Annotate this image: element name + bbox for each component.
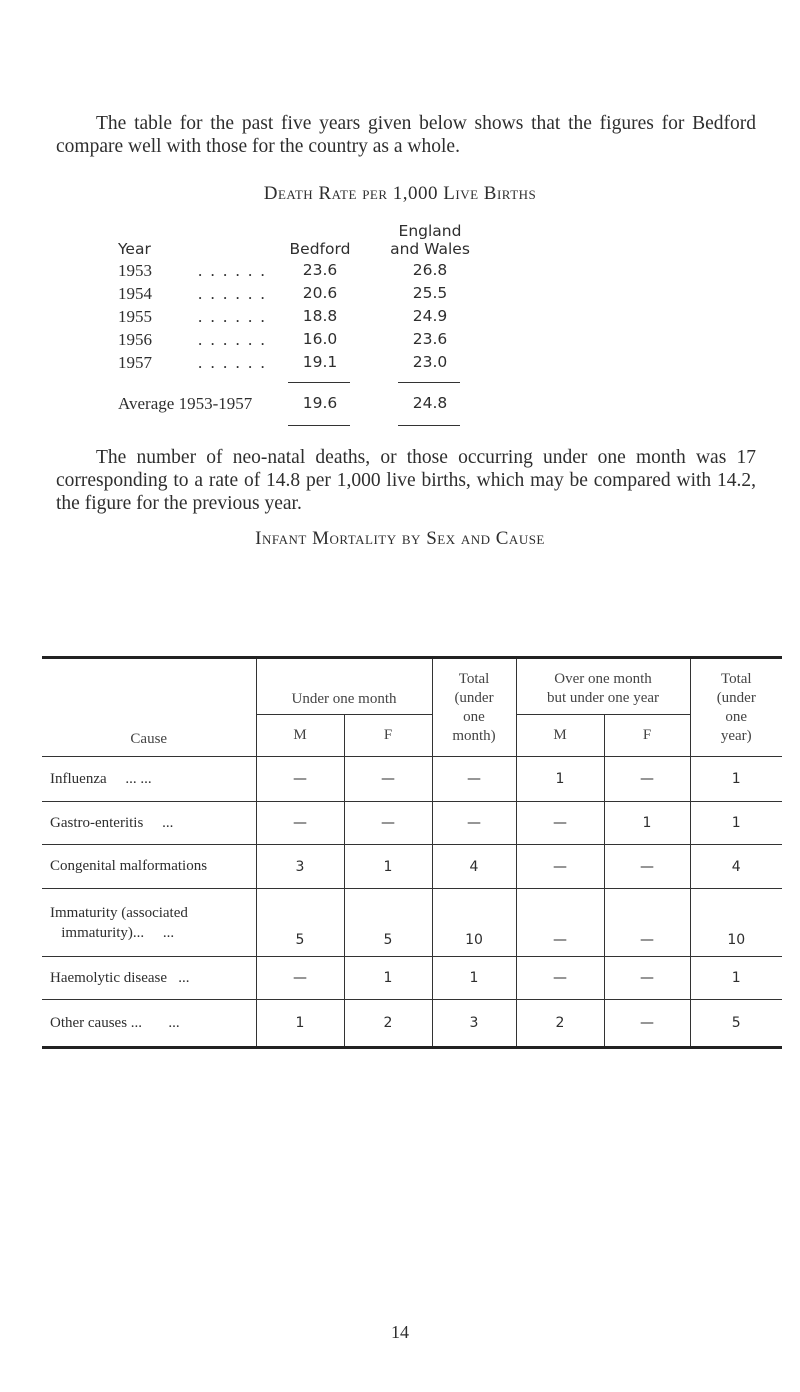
row-year: 1957 bbox=[118, 353, 152, 372]
bedford-rule-top bbox=[288, 382, 350, 383]
cause-dots: ... ... bbox=[125, 770, 152, 787]
cause-label: Immaturity (associated bbox=[50, 904, 188, 921]
row-england: 23.6 bbox=[412, 330, 448, 348]
table-row bbox=[42, 757, 782, 802]
cell-m-under-month: — bbox=[256, 757, 344, 802]
cell-total-under-month: 1 bbox=[432, 957, 516, 1000]
col-england-line2: and Wales bbox=[390, 240, 470, 258]
england-rule-bottom bbox=[398, 425, 460, 426]
intro-paragraph: The table for the past five years given below shows that the figures for Bedford compare well with those for the country as a whole. bbox=[56, 113, 756, 157]
average-england: 24.8 bbox=[412, 394, 448, 412]
cell-m-over-month: — bbox=[516, 957, 604, 1000]
cell-f-over-month: — bbox=[604, 957, 690, 1000]
cell-total-under-month: 10 bbox=[432, 889, 516, 957]
cell-total-under-month: — bbox=[432, 802, 516, 845]
cell-f-under-month: 1 bbox=[344, 957, 432, 1000]
row-england: 24.9 bbox=[412, 307, 448, 325]
cell-f-under-month: — bbox=[344, 802, 432, 845]
row-bedford: 16.0 bbox=[302, 330, 338, 348]
infant-mortality-table bbox=[42, 656, 782, 1049]
cell-total-under-year: 5 bbox=[690, 1000, 782, 1048]
cell-m-under-month: 3 bbox=[256, 845, 344, 889]
table-row bbox=[42, 1000, 782, 1048]
cell-f-over-month: — bbox=[604, 889, 690, 957]
header-over-one-month: Over one month but under one year bbox=[516, 658, 690, 715]
col-year: Year bbox=[118, 240, 151, 258]
row-dots: . . . . . . bbox=[198, 353, 267, 372]
col-bedford: Bedford bbox=[289, 240, 351, 258]
cell-f-over-month: 1 bbox=[604, 802, 690, 845]
header-total-under-month: Total (under one month) bbox=[432, 658, 516, 757]
row-year: 1954 bbox=[118, 284, 152, 303]
header-total-under-year: Total (under one year) bbox=[690, 658, 782, 757]
row-bedford: 23.6 bbox=[302, 261, 338, 279]
infant-mortality-title: Infant Mortality by Sex and Cause bbox=[255, 528, 545, 549]
row-year: 1953 bbox=[118, 261, 152, 280]
col-england-line1: England bbox=[398, 222, 462, 240]
page-number: 14 bbox=[391, 1322, 409, 1342]
row-bedford: 19.1 bbox=[302, 353, 338, 371]
row-dots: . . . . . . bbox=[198, 261, 267, 280]
cell-total-under-month: — bbox=[432, 757, 516, 802]
england-rule-top bbox=[398, 382, 460, 383]
cell-f-over-month: — bbox=[604, 1000, 690, 1048]
cell-m-over-month: 2 bbox=[516, 1000, 604, 1048]
row-england: 23.0 bbox=[412, 353, 448, 371]
cause-label: Gastro-enteritis bbox=[50, 814, 144, 831]
header-f-over-month: F bbox=[604, 715, 690, 757]
table-row bbox=[42, 889, 782, 957]
cell-total-under-year: 1 bbox=[690, 802, 782, 845]
header-m-over-month: M bbox=[516, 715, 604, 757]
cell-m-under-month: 5 bbox=[256, 889, 344, 957]
cause-label: Congenital malformations bbox=[50, 858, 208, 874]
row-dots: . . . . . . bbox=[198, 307, 267, 326]
average-label: Average 1953-1957 bbox=[118, 394, 253, 413]
cause-dots: ... bbox=[162, 924, 175, 941]
header-m-under-month: M bbox=[256, 715, 344, 757]
header-under-one-month: Under one month bbox=[256, 658, 432, 715]
cell-total-under-year: 1 bbox=[690, 957, 782, 1000]
cell-m-over-month: — bbox=[516, 845, 604, 889]
row-bedford: 20.6 bbox=[302, 284, 338, 302]
header-cause: Cause bbox=[42, 658, 256, 757]
header-f-under-month: F bbox=[344, 715, 432, 757]
cell-f-under-month: — bbox=[344, 757, 432, 802]
bedford-rule-bottom bbox=[288, 425, 350, 426]
cell-m-over-month: — bbox=[516, 889, 604, 957]
cell-total-under-year: 4 bbox=[690, 845, 782, 889]
cell-f-under-month: 2 bbox=[344, 1000, 432, 1048]
cause-label: Other causes ... bbox=[50, 1014, 143, 1031]
neonatal-paragraph: The number of neo-natal deaths, or those occurring under one month was 17 corresponding to a rate of 14.8 per 1,000 live births, which may be compared with 14.2, the figure for the previous year. bbox=[56, 447, 756, 514]
row-bedford: 18.8 bbox=[302, 307, 338, 325]
cell-m-over-month: — bbox=[516, 802, 604, 845]
row-year: 1955 bbox=[118, 307, 152, 326]
row-dots: . . . . . . bbox=[198, 284, 267, 303]
death-rate-title: Death Rate per 1,000 Live Births bbox=[263, 183, 537, 204]
cell-f-under-month: 5 bbox=[344, 889, 432, 957]
cell-f-over-month: — bbox=[604, 757, 690, 802]
cause-dots: ... bbox=[178, 969, 190, 986]
cause-dots: ... bbox=[162, 814, 174, 831]
row-england: 25.5 bbox=[412, 284, 448, 302]
cell-total-under-month: 4 bbox=[432, 845, 516, 889]
table-row bbox=[42, 845, 782, 889]
cause-label: Influenza bbox=[50, 770, 107, 787]
row-england: 26.8 bbox=[412, 261, 448, 279]
row-dots: . . . . . . bbox=[198, 330, 267, 349]
cell-m-under-month: 1 bbox=[256, 1000, 344, 1048]
cell-total-under-year: 1 bbox=[690, 757, 782, 802]
table-row bbox=[42, 802, 782, 845]
average-bedford: 19.6 bbox=[302, 394, 338, 412]
row-year: 1956 bbox=[118, 330, 152, 349]
cell-m-over-month: 1 bbox=[516, 757, 604, 802]
table-row bbox=[42, 957, 782, 1000]
cause-dots: ... bbox=[168, 1014, 180, 1031]
cell-total-under-month: 3 bbox=[432, 1000, 516, 1048]
cell-f-over-month: — bbox=[604, 845, 690, 889]
cause-label-continued: immaturity)... bbox=[61, 924, 145, 941]
cell-m-under-month: — bbox=[256, 802, 344, 845]
cause-label: Haemolytic disease bbox=[50, 969, 168, 986]
cell-f-under-month: 1 bbox=[344, 845, 432, 889]
cell-m-under-month: — bbox=[256, 957, 344, 1000]
cell-total-under-year: 10 bbox=[690, 889, 782, 957]
